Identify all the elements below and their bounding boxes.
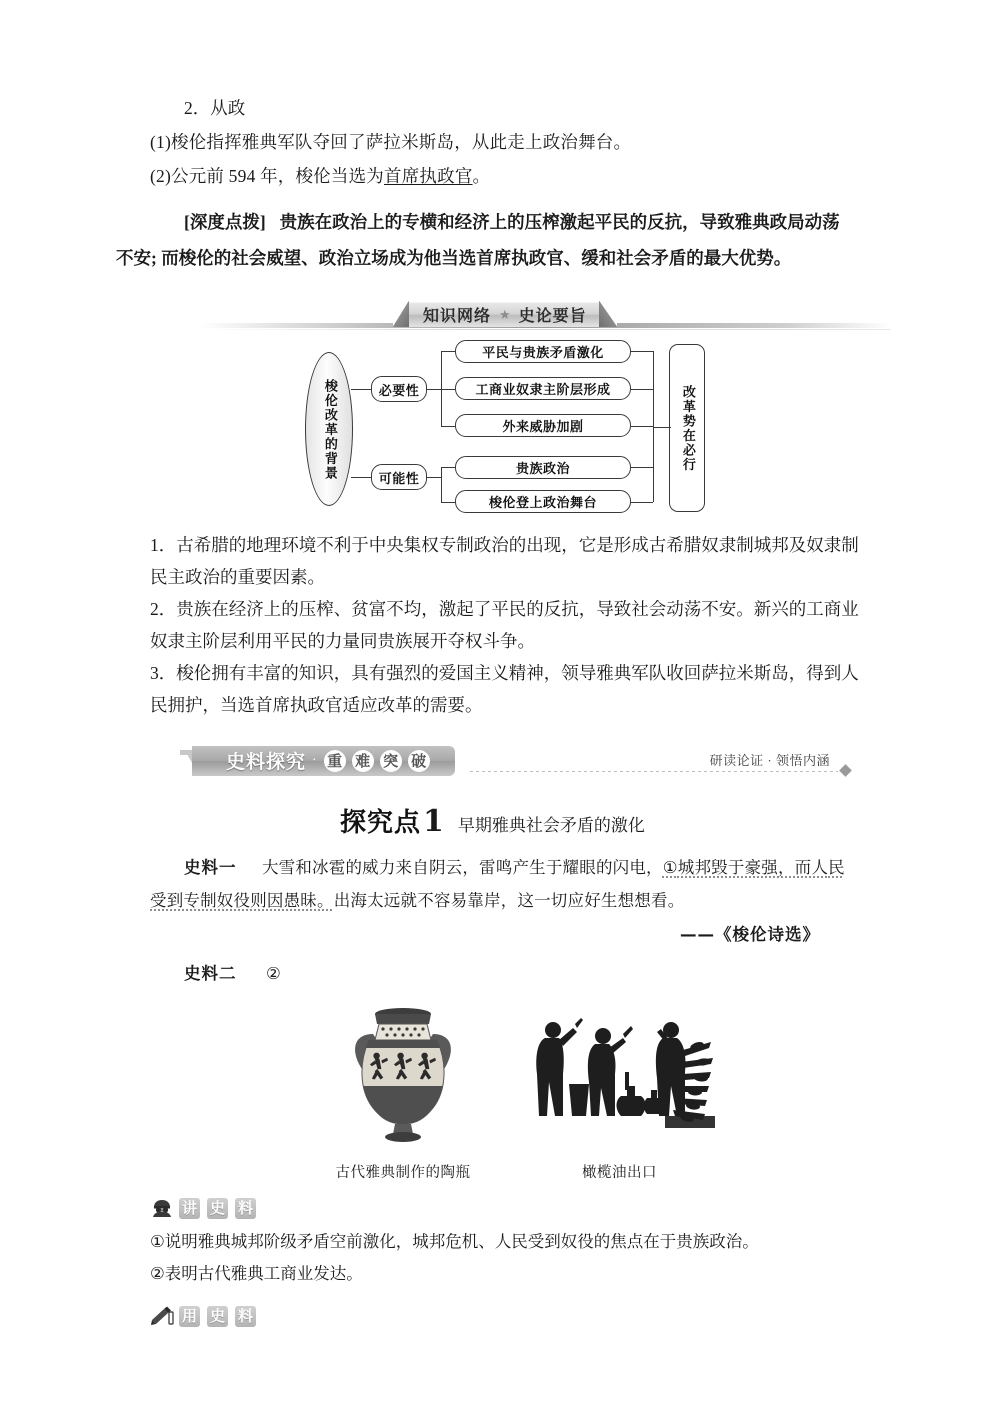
section-item-2: (2)公元前 594 年，梭伦当选为首席执政官。 [150, 166, 491, 187]
connector [441, 351, 455, 352]
deep-tip-line1: 贵族在政治上的专横和经济上的压榨激起平民的反抗，导致雅典政局动荡 [279, 211, 840, 232]
inquiry-chip-1: 重 [324, 750, 346, 772]
connector [427, 477, 441, 478]
deep-tip-block [116, 205, 860, 277]
background-flow-diagram [305, 338, 705, 516]
inquiry-banner-dot: · [312, 752, 317, 768]
key-point-2: 2．贵族在经济上的压榨、贫富不均，激起了平民的反抗，导致社会动荡不安。新兴的工商业奴隶主阶层利用平民的力量同贵族展开夺权斗争。 [150, 599, 859, 651]
connector [631, 467, 653, 468]
diagram-root-label: 梭伦改革的背景 [321, 378, 337, 481]
explain-note-2: ②表明古代雅典工商业发达。 [150, 1263, 363, 1283]
inquiry-chip-4: 破 [408, 750, 430, 772]
diagram-result-label: 改革势在必行 [679, 384, 695, 472]
underlined-term: 首席执政官 [384, 166, 473, 187]
star-icon: ★ [499, 306, 511, 322]
material-one-text-plain-1: 大雪和冰雹的威力来自阴云，雷鸣产生于耀眼的闪电， [261, 857, 663, 877]
inquiry-banner [150, 744, 860, 780]
explore-point-subtitle: 早期雅典社会矛盾的激化 [457, 815, 645, 835]
material-one-label: 史料一 [184, 857, 237, 877]
deep-tip-label: [深度点拨] [184, 211, 266, 232]
explore-point-heading [150, 802, 860, 839]
inquiry-chip-2: 难 [352, 750, 374, 772]
deep-tip-line2: 不安; 而梭伦的社会威望、政治立场成为他当选首席执政官、缓和社会矛盾的最大优势。 [116, 247, 792, 268]
use-chip-2: 史 [207, 1306, 228, 1327]
material-one-block [150, 851, 860, 917]
use-chip-3: 料 [235, 1306, 256, 1327]
figure-amphora-caption: 古代雅典制作的陶瓶 [335, 1164, 471, 1181]
diamond-icon [839, 764, 852, 777]
diagram-root-node [305, 352, 353, 506]
material-one-text-wavy-2: 民受到专制奴役则因愚昧。 [150, 857, 845, 910]
explain-badge-row [150, 1198, 860, 1220]
diagram-result-node [669, 344, 705, 512]
inquiry-banner-title: 史料探究 [226, 751, 307, 773]
explore-point-label: 探究点 [340, 807, 422, 838]
teacher-head-icon [150, 1198, 174, 1220]
diagram-branch-necessity: 必要性 [371, 376, 427, 402]
greek-amphora-vase-icon [339, 1004, 467, 1152]
connector [631, 426, 653, 427]
connector [653, 427, 671, 428]
connector [631, 502, 653, 503]
connector [441, 389, 455, 390]
material-one-source: ——《梭伦诗选》 [680, 924, 820, 944]
explain-chip-3: 料 [235, 1198, 256, 1219]
explain-chip-1: 讲 [179, 1198, 200, 1219]
banner-tab [405, 302, 603, 327]
material-two-label: 史料二 [184, 963, 237, 983]
inquiry-banner-rule [470, 771, 838, 772]
banner-title-left: 知识网络 [423, 306, 492, 326]
banner-rule-thin [200, 329, 890, 330]
figure-amphora [336, 1004, 471, 1182]
connector [351, 389, 371, 390]
banner-title-right: 史论要旨 [518, 306, 587, 326]
figure-olive-oil [525, 1012, 715, 1182]
olive-oil-export-scene-icon [525, 1012, 715, 1152]
key-point-3: 3．梭伦拥有丰富的知识，具有强烈的爱国主义精神，领导雅典军队收回萨拉米斯岛，得到人民拥护，当选首席执政官适应改革的需要。 [150, 662, 859, 715]
explain-chip-2: 史 [207, 1198, 228, 1219]
use-chip-1: 用 [179, 1306, 200, 1327]
material-one-text-wavy-1: 城邦毁于豪强，而人 [677, 857, 829, 877]
material-one-marker: ① [662, 857, 678, 877]
explore-point-number: 1 [423, 803, 444, 839]
knowledge-network-banner [150, 302, 860, 332]
page-content [116, 95, 860, 1334]
section-item-1: (1)梭伦指挥雅典军队夺回了萨拉米斯岛，从此走上政治舞台。 [150, 132, 632, 152]
diagram-item-necessity-3: 外来威胁加剧 [455, 414, 631, 437]
connector [631, 351, 653, 352]
explain-note-1: ①说明雅典城邦阶级矛盾空前激化，城邦危机、人民受到奴役的焦点在于贵族政治。 [150, 1231, 759, 1251]
inquiry-banner-subtitle: 研读论证 · 领悟内涵 [709, 752, 830, 768]
material-two-marker: ② [265, 963, 281, 983]
connector [351, 477, 371, 478]
diagram-item-possibility-2: 梭伦登上政治舞台 [455, 490, 631, 513]
figure-olive-oil-caption: 橄榄油出口 [582, 1164, 657, 1181]
connector [441, 502, 455, 503]
diagram-item-necessity-2: 工商业奴隶主阶层形成 [455, 377, 631, 400]
connector [441, 426, 455, 427]
connector [441, 467, 455, 468]
material-one-text-plain-2: 出海太远就不容易靠岸，这一切应好生想想看。 [333, 890, 685, 910]
use-badge-row [150, 1306, 860, 1328]
material-two-block [150, 957, 860, 990]
diagram-item-necessity-1: 平民与贵族矛盾激化 [455, 340, 631, 363]
key-point-1: 1．古希腊的地理环境不利于中央集权专制政治的出现，它是形成古希腊奴隶制城邦及奴隶制民主政治的重要因素。 [150, 535, 859, 588]
inquiry-banner-tab [192, 746, 455, 776]
diagram-item-possibility-1: 贵族政治 [455, 456, 631, 479]
inquiry-chip-3: 突 [380, 750, 402, 772]
connector [427, 389, 441, 390]
diagram-branch-possibility: 可能性 [371, 464, 427, 490]
section-heading: 2．从政 [184, 98, 246, 118]
connector [631, 389, 653, 390]
material-two-figures [150, 1004, 860, 1182]
pencil-icon [150, 1306, 174, 1328]
connector [441, 467, 442, 502]
